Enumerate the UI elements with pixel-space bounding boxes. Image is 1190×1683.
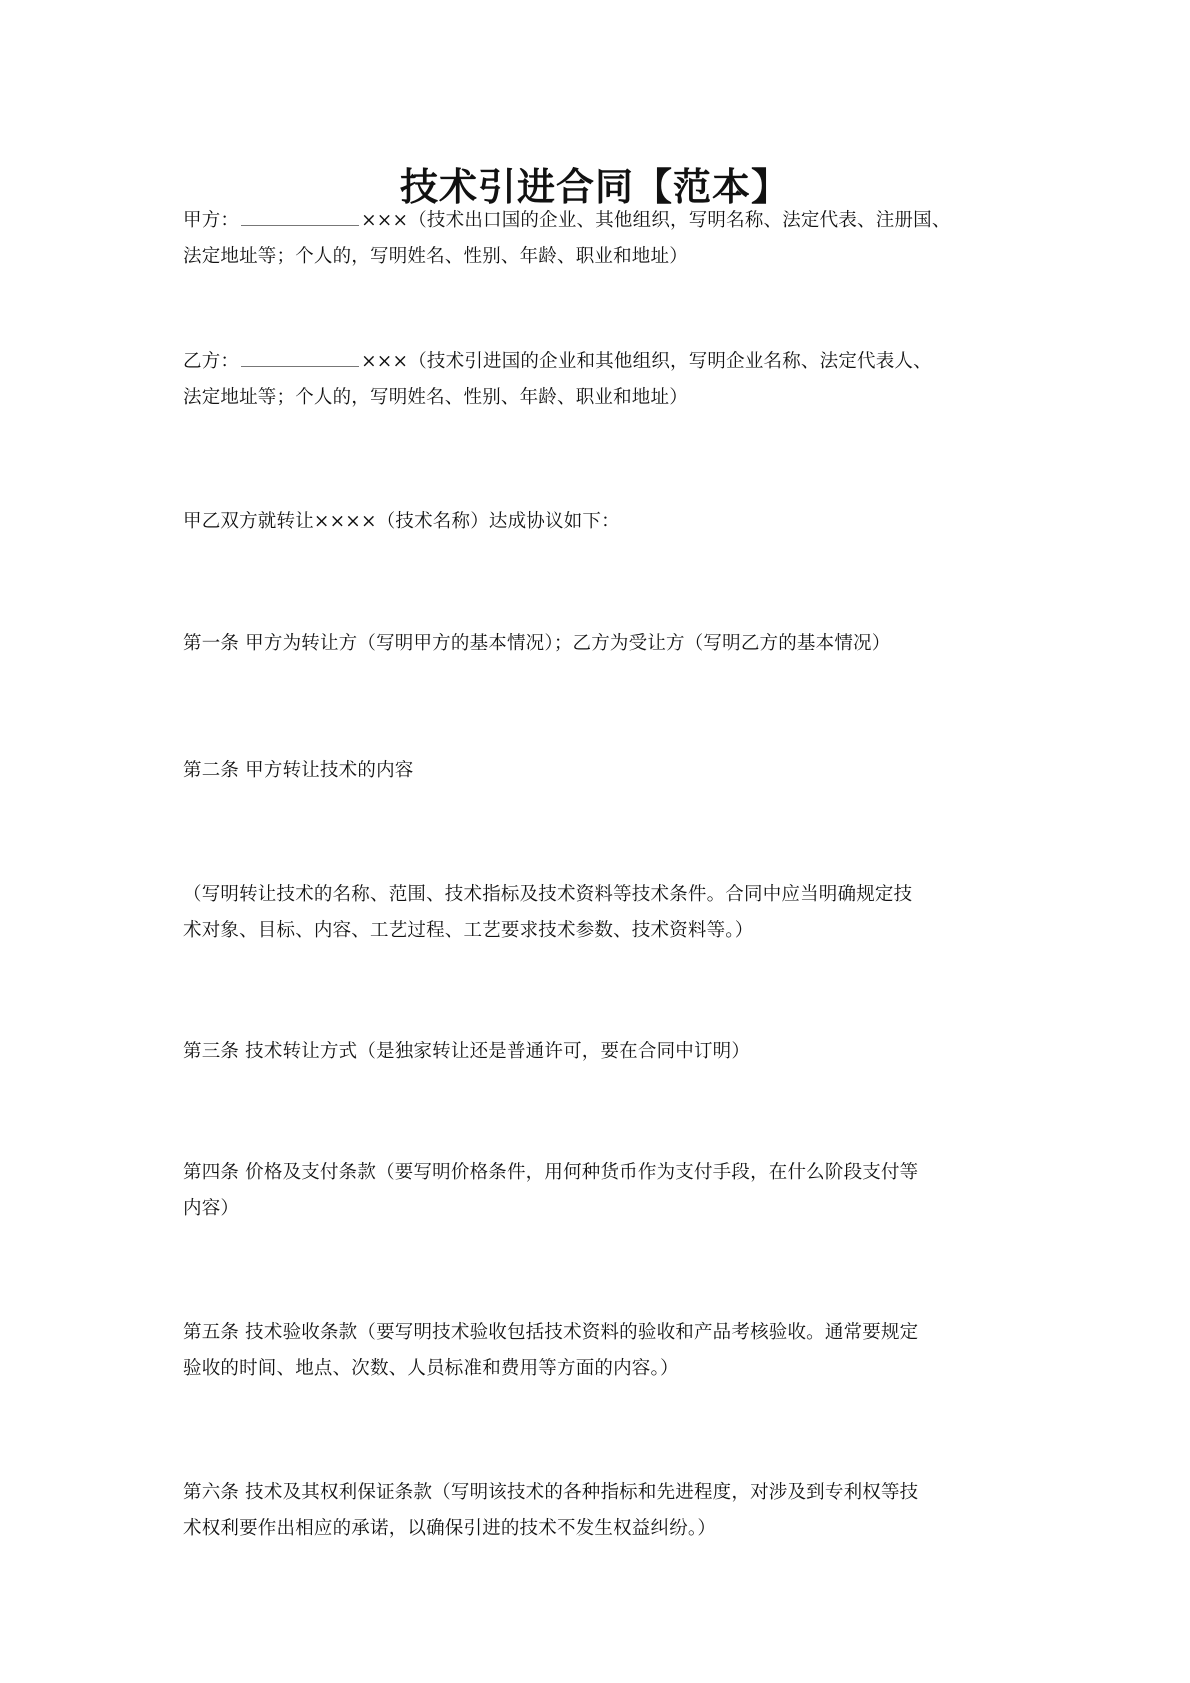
party-b-blank (241, 352, 359, 367)
article-4-line-1: 第四条 价格及支付条款（要写明价格条件，用何种货币作为支付手段，在什么阶段支付等 (183, 1162, 919, 1183)
article-6-line-2: 术权利要作出相应的承诺，以确保引进的技术不发生权益纠纷。） (183, 1518, 717, 1539)
article-2-details-line-2: 术对象、目标、内容、工艺过程、工艺要求技术参数、技术资料等。） (183, 920, 754, 941)
party-b-paragraph (183, 344, 1043, 416)
article-5 (183, 1315, 1043, 1387)
article-2 (183, 753, 1043, 789)
party-a-line-2: 法定地址等；个人的，写明姓名、性别、年龄、职业和地址） (183, 246, 688, 267)
article-2-details-line-1: （写明转让技术的名称、范围、技术指标及技术资料等技术条件。合同中应当明确规定技 (183, 884, 913, 905)
article-2-line-1: 第二条 甲方转让技术的内容 (183, 760, 414, 781)
article-4 (183, 1155, 1043, 1227)
document-title: 技术引进合同【范本】 (399, 164, 790, 209)
party-b-placeholder: ××× (361, 351, 409, 372)
party-b-label: 乙方： (183, 351, 240, 372)
agreement-intro: 甲乙双方就转让××××（技术名称）达成协议如下： (183, 511, 620, 532)
party-b-line-1 (183, 344, 1043, 380)
party-b-line-2: 法定地址等；个人的，写明姓名、性别、年龄、职业和地址） (183, 387, 688, 408)
article-3-line-1: 第三条 技术转让方式（是独家转让还是普通许可，要在合同中订明） (183, 1041, 751, 1062)
article-5-line-2: 验收的时间、地点、次数、人员标准和费用等方面的内容。） (183, 1358, 679, 1379)
party-a-label: 甲方： (183, 210, 240, 231)
party-a-blank (241, 211, 359, 226)
party-a-placeholder: ××× (361, 210, 409, 231)
party-a-line-1 (183, 203, 1043, 239)
article-6 (183, 1475, 1043, 1547)
article-1 (183, 626, 1043, 662)
article-4-line-2: 内容） (183, 1198, 240, 1219)
article-6-line-1: 第六条 技术及其权利保证条款（写明该技术的各种指标和先进程度，对涉及到专利权等技 (183, 1482, 919, 1503)
party-a-paragraph (183, 203, 1043, 275)
party-b-desc: （技术引进国的企业和其他组织，写明企业名称、法定代表人、 (408, 351, 932, 372)
article-1-line-1: 第一条 甲方为转让方（写明甲方的基本情况）；乙方为受让方（写明乙方的基本情况） (183, 633, 891, 654)
article-3 (183, 1034, 1043, 1070)
article-5-line-1: 第五条 技术验收条款（要写明技术验收包括技术资料的验收和产品考核验收。通常要规定 (183, 1322, 919, 1343)
article-2-details (183, 877, 1043, 949)
party-a-desc: （技术出口国的企业、其他组织，写明名称、法定代表、注册国、 (408, 210, 951, 231)
